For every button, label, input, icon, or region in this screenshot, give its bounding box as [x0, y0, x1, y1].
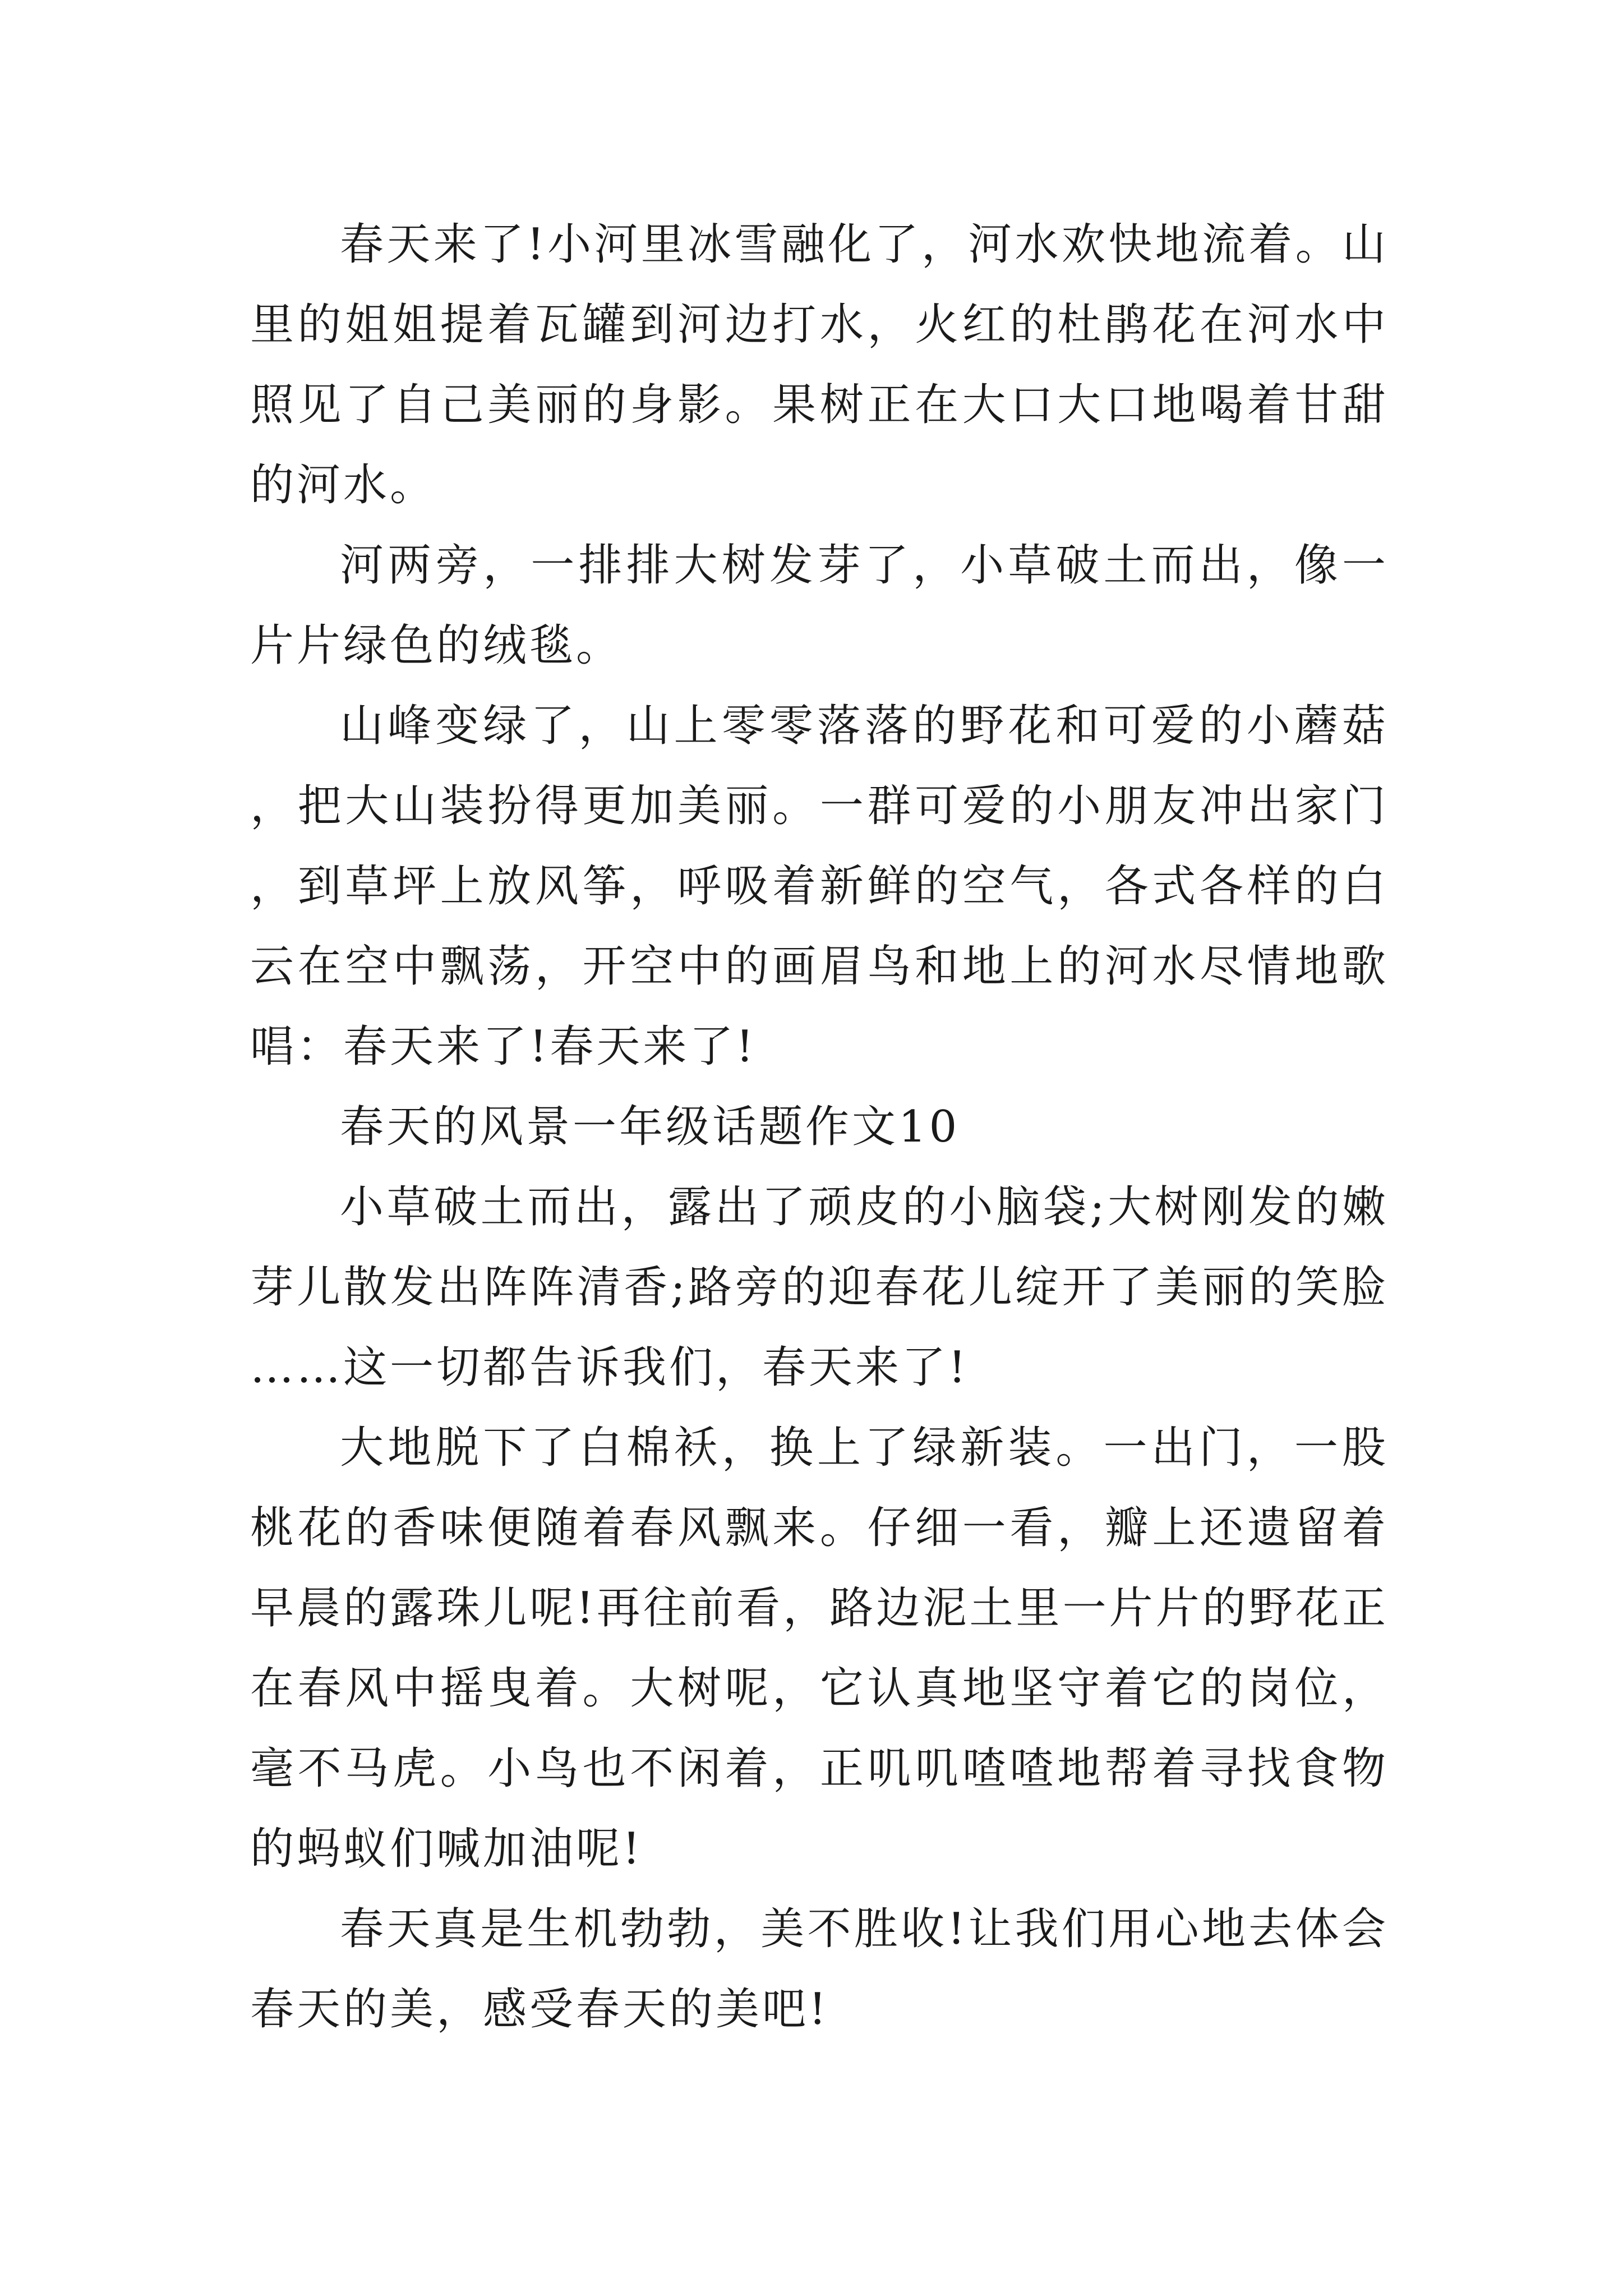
paragraph-5: 大地脱下了白棉袄，换上了绿新装。一出门，一股桃花的香味便随着春风飘来。仔细一看，瓣上还遗留着早晨的露珠儿呢!再往前看，路边泥土里一片片的野花正在春风中摇曳着。大树呢，它认真地坚守着它的岗位，毫不马虎。小鸟也不闲着，正叽叽喳喳地帮着寻找食物的蚂蚁们喊加油呢!: [250, 1423, 1389, 1874]
paragraph-3: 山峰变绿了，山上零零落落的野花和可爱的小蘑菇，把大山装扮得更加美丽。一群可爱的小朋友冲出家门，到草坪上放风筝，呼吸着新鲜的空气，各式各样的白云在空中飘荡，开空中的画眉鸟和地上的河水尽情地歌唱：春天来了!春天来了!: [250, 701, 1389, 1072]
paragraph-1: 春天来了!小河里冰雪融化了，河水欢快地流着。山里的姐姐提着瓦罐到河边打水，火红的杜鹃花在河水中照见了自己美丽的身影。果树正在大口大口地喝着甘甜的河水。: [250, 219, 1389, 510]
document-body: [250, 205, 1389, 2050]
paragraph-2: 河两旁，一排排大树发芽了，小草破土而出，像一片片绿色的绒毯。: [250, 540, 1389, 671]
section-heading: 春天的风景一年级话题作文10: [340, 1102, 960, 1152]
paragraph-6: 春天真是生机勃勃，美不胜收!让我们用心地去体会春天的美，感受春天的美吧!: [250, 1904, 1389, 2035]
paragraph-4: 小草破土而出，露出了顽皮的小脑袋;大树刚发的嫩芽儿散发出阵阵清香;路旁的迎春花儿绽开了美丽的笑脸……这一切都告诉我们，春天来了!: [250, 1182, 1389, 1393]
